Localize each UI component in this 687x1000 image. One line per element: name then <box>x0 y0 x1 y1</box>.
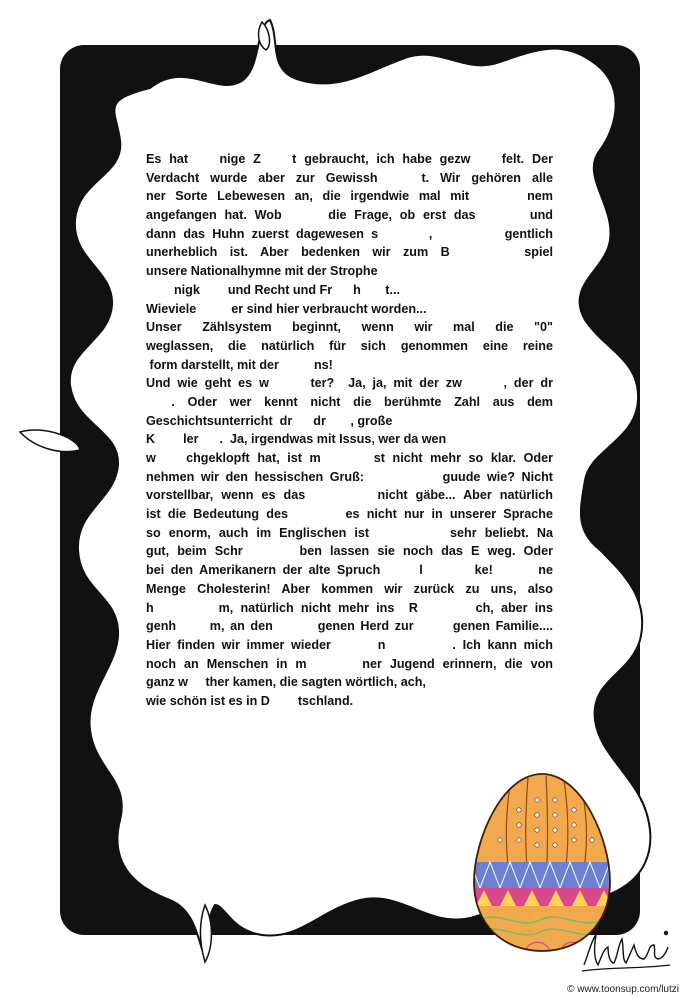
poem-line: so enorm, auch im Englischen ist sehr beliebt. Na <box>146 525 553 540</box>
signature-dot <box>664 931 668 935</box>
artist-signature <box>578 925 674 977</box>
signature-underline <box>582 965 670 971</box>
poem-line: form darstellt, mit der ns! <box>146 357 333 372</box>
poem-line: nehmen wir den hessischen Gruß: guude wie? Nicht <box>146 469 553 484</box>
poem-line: nigk und Recht und Fr h t... <box>146 282 400 297</box>
poem-line: angefangen hat. Wob die Frage, ob erst das und <box>146 208 553 223</box>
poem-text <box>146 150 553 711</box>
poem-line: h m, natürlich nicht mehr ins R ch, aber ins <box>146 600 553 615</box>
poem-line: genh m, an den genen Herd zur genen Familie.... <box>146 619 553 634</box>
egg-pink-band <box>470 888 615 906</box>
poem-line: vorstellbar, wenn es das nicht gäbe... Aber natürlich <box>146 488 553 503</box>
poem-line: unsere Nationalhymne mit der Strophe <box>146 264 378 279</box>
poem-line: Geschichtsunterricht dr dr , große <box>146 413 393 428</box>
poem-line: unerheblich ist. Aber bedenken wir zum B spiel <box>146 245 553 260</box>
copyright-notice: © www.toonsup.com/lutzi <box>567 984 679 995</box>
poem-line: ner Sorte Lebewesen an, die irgendwie mal mit nem <box>146 189 553 204</box>
poem-line: Verdacht wurde aber zur Gewissh t. Wir gehören alle <box>146 170 553 185</box>
poem-line: Hier finden wir immer wieder n . Ich kann mich <box>146 637 553 652</box>
poem-line: noch an Menschen in m ner Jugend erinnern, die von <box>146 656 553 671</box>
poem-line: dann das Huhn zuerst dagewesen s , gentlich <box>146 226 553 241</box>
poem-line: w chgeklopft hat, ist m st nicht mehr so klar. Oder <box>146 451 553 465</box>
poem-line: Unser Zählsystem beginnt, wenn wir mal die "0" <box>146 320 553 335</box>
poem-line: K ler . Ja, irgendwas mit Issus, wer da wen <box>146 432 447 447</box>
poem-line: bei den Amerikanern der alte Spruch l ke! ne <box>146 563 553 578</box>
poem-line: Wieviele er sind hier verbraucht worden... <box>146 301 427 316</box>
poem-line: wie schön ist es in D tschland. <box>146 693 354 708</box>
poem-line: ist die Bedeutung des es nicht nur in unserer Sprache <box>146 507 553 522</box>
poem-line: Und wie geht es w ter? Ja, ja, mit der zw , der dr <box>146 376 553 391</box>
poem-line: weglassen, die natürlich für sich genommen eine reine <box>146 338 553 353</box>
signature-scribble <box>584 935 668 965</box>
poem-line: Es hat nige Z t gebraucht, ich habe gezw felt. Der <box>146 152 553 166</box>
poem-line: . Oder wer kennt nicht die berühmte Zahl aus dem <box>146 394 553 409</box>
poem-line: Menge Cholesterin! Aber kommen wir zurück zu uns, also <box>146 581 553 596</box>
poem-line: gut, beim Schr ben lassen sie noch das E weg. Oder <box>146 544 553 559</box>
poem-line: ganz w ther kamen, die sagten wörtlich, ach, <box>146 675 426 690</box>
